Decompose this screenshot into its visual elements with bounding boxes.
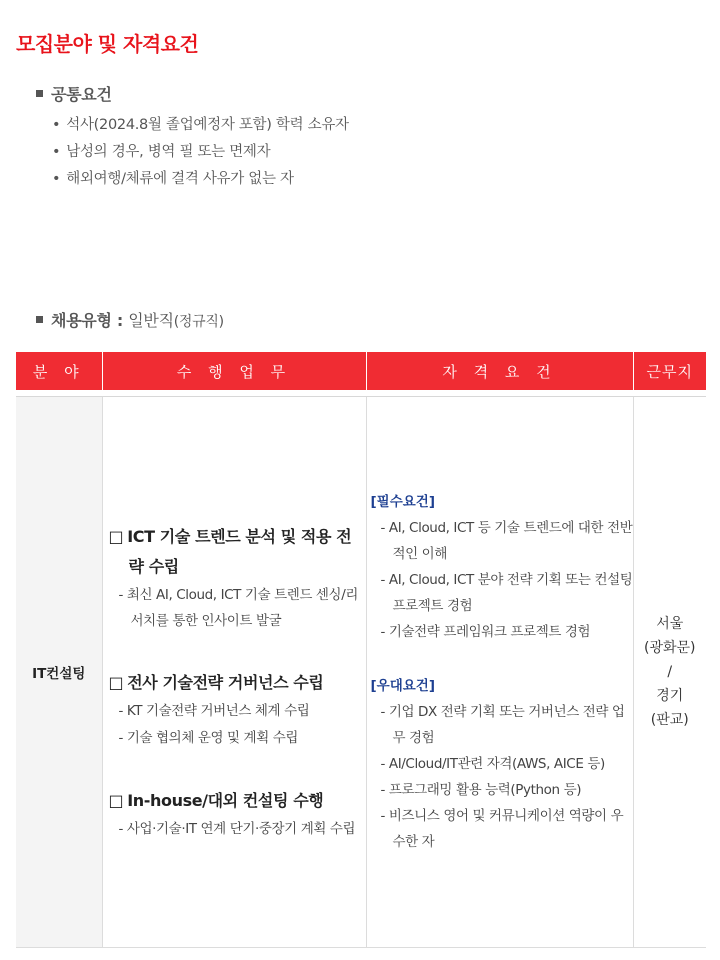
duty-title: □ In-house/대외 컨설팅 수행	[108, 791, 324, 810]
duty-group	[109, 786, 366, 842]
list-item: • 해외여행/체류에 결격 사유가 없는 자	[52, 171, 294, 187]
requirements-cell	[366, 397, 633, 948]
requirement-item: - AI/Cloud/IT관련 자격(AWS, AICE 등)	[380, 756, 605, 772]
recruitment-table	[16, 352, 706, 948]
dot-icon: •	[52, 117, 61, 133]
requirement-item: - 기업 DX 전략 기획 또는 거버넌스 전략 업무 경험	[380, 704, 625, 746]
required-block	[367, 489, 633, 645]
hire-type-note: (정규직)	[173, 314, 224, 330]
list-item: • 남성의 경우, 병역 필 또는 면제자	[52, 144, 271, 160]
location-line: 서울	[656, 616, 684, 632]
location-line: (판교)	[650, 712, 689, 728]
duty-item: - 기술 협의체 운영 및 계획 수립	[118, 730, 299, 746]
common-requirements-heading	[36, 82, 112, 105]
header-duties: 수 행 업 무	[102, 352, 366, 390]
square-bullet-icon	[36, 316, 43, 323]
requirement-item: - 비즈니스 영어 및 커뮤니케이션 역량이 우수한 자	[380, 808, 624, 850]
requirement-item: - AI, Cloud, ICT 등 기술 트렌드에 대한 전반적인 이해	[380, 520, 633, 562]
requirement-item: - AI, Cloud, ICT 분야 전략 기획 또는 컨설팅 프로젝트 경험	[380, 572, 633, 614]
hire-type-value: 일반직	[128, 311, 174, 330]
duty-item: - 최신 AI, Cloud, ICT 기술 트렌드 센싱/리서치를 통한 인사이트 발굴	[118, 587, 358, 629]
checkbox-square-icon: □	[108, 791, 124, 810]
hire-type-heading: 채용유형 : 일반직(정규직)	[36, 308, 224, 331]
field-cell: IT컨설팅	[16, 397, 102, 948]
duty-group	[109, 522, 366, 634]
dot-icon: •	[52, 171, 61, 187]
duties-cell	[102, 397, 366, 948]
table-row	[16, 397, 706, 948]
required-heading: [필수요건]	[370, 494, 436, 510]
duty-group	[109, 668, 366, 752]
list-item: • 석사(2024.8월 졸업예정자 포함) 학력 소유자	[52, 117, 349, 133]
duty-title: □ ICT 기술 트렌드 분석 및 적용 전략 수립	[108, 527, 352, 576]
location-line: 경기	[656, 688, 684, 704]
duty-title: □ 전사 기술전략 거버넌스 수립	[108, 673, 324, 692]
preferred-heading: [우대요건]	[370, 678, 436, 694]
location-line: /	[667, 664, 673, 680]
common-requirements-list	[52, 116, 349, 197]
dot-icon: •	[52, 144, 61, 160]
header-requirements: 자 격 요 건	[366, 352, 633, 390]
checkbox-square-icon: □	[108, 527, 124, 546]
preferred-block	[367, 673, 633, 855]
page-title: 모집분야 및 자격요건	[16, 32, 199, 56]
common-heading-text: 공통요건	[51, 85, 112, 104]
location-line: (광화문)	[644, 640, 696, 656]
header-location: 근무지	[633, 352, 706, 390]
table-header-row	[16, 352, 706, 390]
header-field: 분 야	[16, 352, 102, 390]
location-cell	[633, 397, 706, 948]
duty-item: - KT 기술전략 거버넌스 체계 수립	[118, 703, 310, 719]
requirement-item: - 기술전략 프레임워크 프로젝트 경험	[380, 624, 591, 640]
requirement-item: - 프로그래밍 활용 능력(Python 등)	[380, 782, 582, 798]
square-bullet-icon	[36, 90, 43, 97]
checkbox-square-icon: □	[108, 673, 124, 692]
duty-item: - 사업·기술·IT 연계 단기·중장기 계획 수립	[118, 821, 356, 837]
